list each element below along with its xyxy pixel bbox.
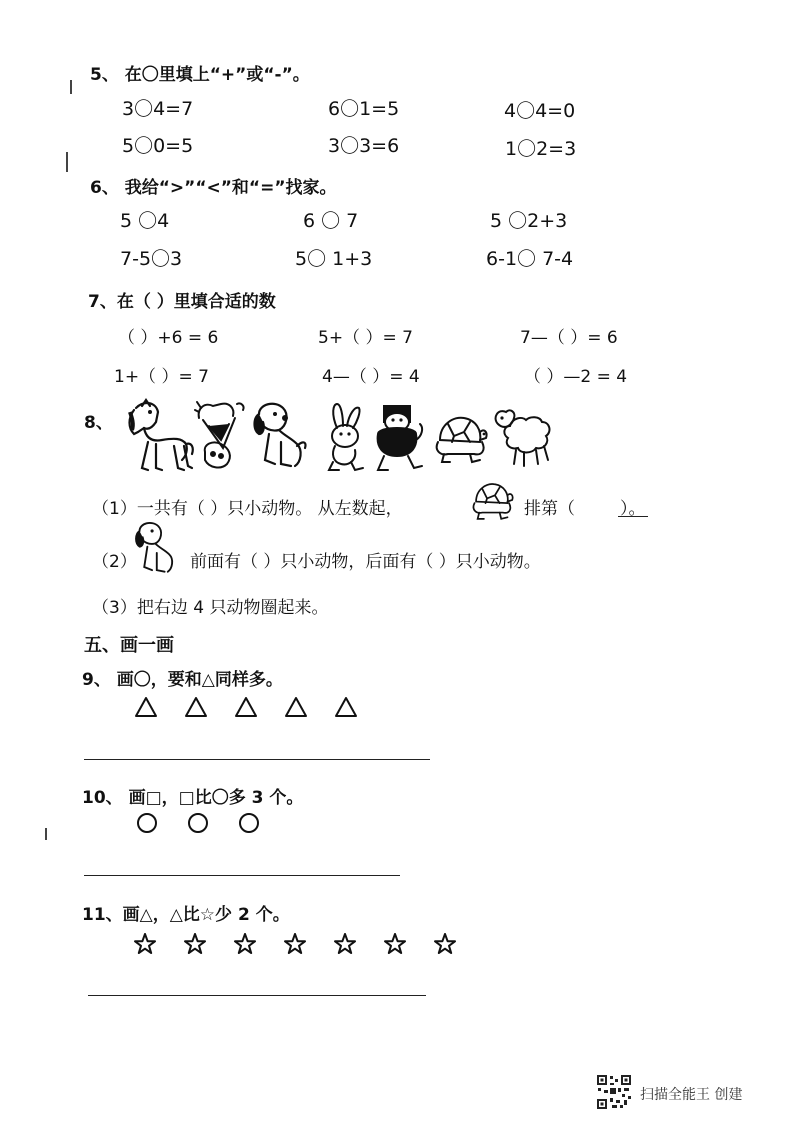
question-11-title: 11、画△，△比☆少 2 个。 xyxy=(82,905,290,925)
scan-mark xyxy=(70,80,72,94)
scan-mark xyxy=(45,828,47,840)
q7-fill-blank: 7—（ ）= 6 xyxy=(520,328,618,348)
answer-underline xyxy=(618,516,648,517)
q5-equation: 4〇4=0 xyxy=(504,100,576,122)
triangle-shape xyxy=(184,695,208,719)
question-10-title: 10、 画□，□比〇多 3 个。 xyxy=(82,788,304,808)
dog-image xyxy=(251,400,309,474)
dog-icon xyxy=(130,520,182,578)
q8-sub1-text: （1）一共有（ ）只小动物。 从左数起， xyxy=(92,499,403,519)
star-shape xyxy=(233,932,257,956)
q7-fill-blank: （ ）—2 = 4 xyxy=(524,367,628,387)
q7-fill-blank: 4—（ ）= 4 xyxy=(322,367,420,387)
circle-shape xyxy=(237,811,261,835)
question-8-number: 8、 xyxy=(84,413,113,433)
q5-equation: 3〇4=7 xyxy=(122,98,194,120)
q6-comparison: 5 〇2+3 xyxy=(490,210,568,232)
star-shape xyxy=(283,932,307,956)
cat-and-dog-image xyxy=(193,398,247,474)
q6-comparison: 7-5〇3 xyxy=(120,248,183,270)
question-6-title: 6、 我给“>”“<”和“=”找家。 xyxy=(90,178,337,198)
q8-sub3-text: （3）把右边 4 只动物圈起来。 xyxy=(92,598,329,618)
circle-shape xyxy=(186,811,210,835)
q6-comparison: 5 〇4 xyxy=(120,210,170,232)
q6-comparison: 5〇 1+3 xyxy=(295,248,373,270)
q6-comparison: 6 〇 7 xyxy=(303,210,359,232)
section-5-title: 五、画一画 xyxy=(84,635,174,656)
q8-sub1-rank: 排第（ xyxy=(524,499,575,519)
question-9-title: 9、 画〇，要和△同样多。 xyxy=(82,670,283,690)
horse-image xyxy=(122,398,194,474)
star-shape xyxy=(383,932,407,956)
q7-fill-blank: （ ）+6 = 6 xyxy=(118,328,219,348)
q6-comparison: 6-1〇 7-4 xyxy=(486,248,574,270)
star-shape xyxy=(433,932,457,956)
triangle-shape xyxy=(284,695,308,719)
q5-equation: 6〇1=5 xyxy=(328,98,400,120)
star-shape xyxy=(133,932,157,956)
q7-fill-blank: 5+（ ）= 7 xyxy=(318,328,413,348)
q8-sub1-end: ）。 xyxy=(620,499,646,519)
monkey-image xyxy=(370,400,424,474)
q8-sub2-text: 前面有（ ）只小动物，后面有（ ）只小动物。 xyxy=(190,552,541,572)
answer-line xyxy=(84,875,400,876)
scanner-watermark: 扫描全能王 创建 xyxy=(640,1087,743,1103)
q5-equation: 3〇3=6 xyxy=(328,135,400,157)
triangle-shape xyxy=(234,695,258,719)
star-shape xyxy=(183,932,207,956)
question-5-title: 5、 在〇里填上“+”或“-”。 xyxy=(90,65,310,85)
question-7-title: 7、在（ ）里填合适的数 xyxy=(88,292,276,312)
sheep-image xyxy=(490,404,554,470)
answer-line xyxy=(84,759,430,760)
q5-equation: 1〇2=3 xyxy=(505,138,577,160)
triangle-shape xyxy=(134,695,158,719)
triangle-shape xyxy=(334,695,358,719)
star-shape xyxy=(333,932,357,956)
q8-sub2-label: （2） xyxy=(92,552,137,572)
scan-mark xyxy=(66,152,68,172)
qr-code-icon xyxy=(596,1074,632,1110)
q7-fill-blank: 1+（ ）= 7 xyxy=(114,367,209,387)
turtle-image xyxy=(430,410,488,466)
answer-line xyxy=(88,995,426,996)
q5-equation: 5〇0=5 xyxy=(122,135,194,157)
turtle-icon xyxy=(462,478,520,522)
rabbit-image xyxy=(321,400,371,474)
circle-shape xyxy=(135,811,159,835)
